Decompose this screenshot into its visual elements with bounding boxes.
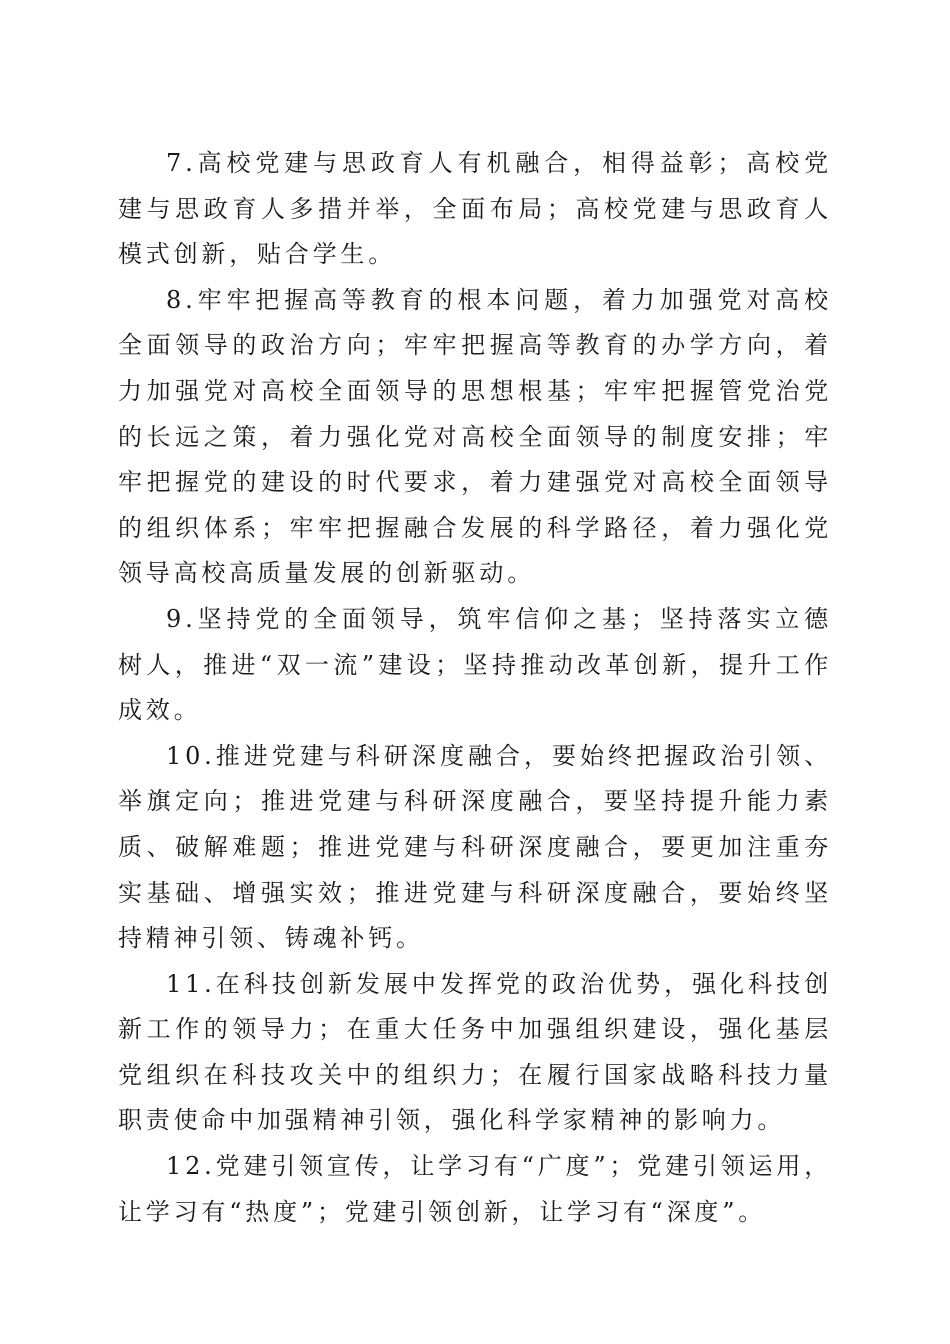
paragraph-item-11: 11.在科技创新发展中发挥党的政治优势，强化科技创新工作的领导力；在重大任务中加强组织建设，强化基层党组织在科技攻关中的组织力；在履行国家战略科技力量职责使命中加强精神引领，强化科学家精神的影响力。 <box>118 969 832 1135</box>
paragraph-item-7: 7.高校党建与思政育人有机融合，相得益彰；高校党建与思政育人多措并举，全面布局；高校党建与思政育人模式创新，贴合学生。 <box>118 149 832 269</box>
paragraph-item-9: 9.坚持党的全面领导，筑牢信仰之基；坚持落实立德树人，推进“双一流”建设；坚持推动改革创新，提升工作成效。 <box>118 604 832 725</box>
document-body <box>118 141 832 1235</box>
paragraph-item-12: 12.党建引领宣传，让学习有“广度”；党建引领运用，让学习有“热度”；党建引领创新，让学习有“深度”。 <box>118 1152 832 1226</box>
paragraph-item-8: 8.牢牢把握高等教育的根本问题，着力加强党对高校全面领导的政治方向；牢牢把握高等教育的办学方向，着力加强党对高校全面领导的思想根基；牢牢把握管党治党的长远之策，着力强化党对高校全面领导的制度安排；牢牢把握党的建设的时代要求，着力建强党对高校全面领导的组织体系；牢牢把握融合发展的科学路径，着力强化党领导高校高质量发展的创新驱动。 <box>118 285 832 588</box>
paragraph-item-10: 10.推进党建与科研深度融合，要始终把握政治引领、举旗定向；推进党建与科研深度融合，要坚持提升能力素质、破解难题；推进党建与科研深度融合，要更加注重夯实基础、增强实效；推进党建与科研深度融合，要始终坚持精神引领、铸魂补钙。 <box>118 741 832 953</box>
